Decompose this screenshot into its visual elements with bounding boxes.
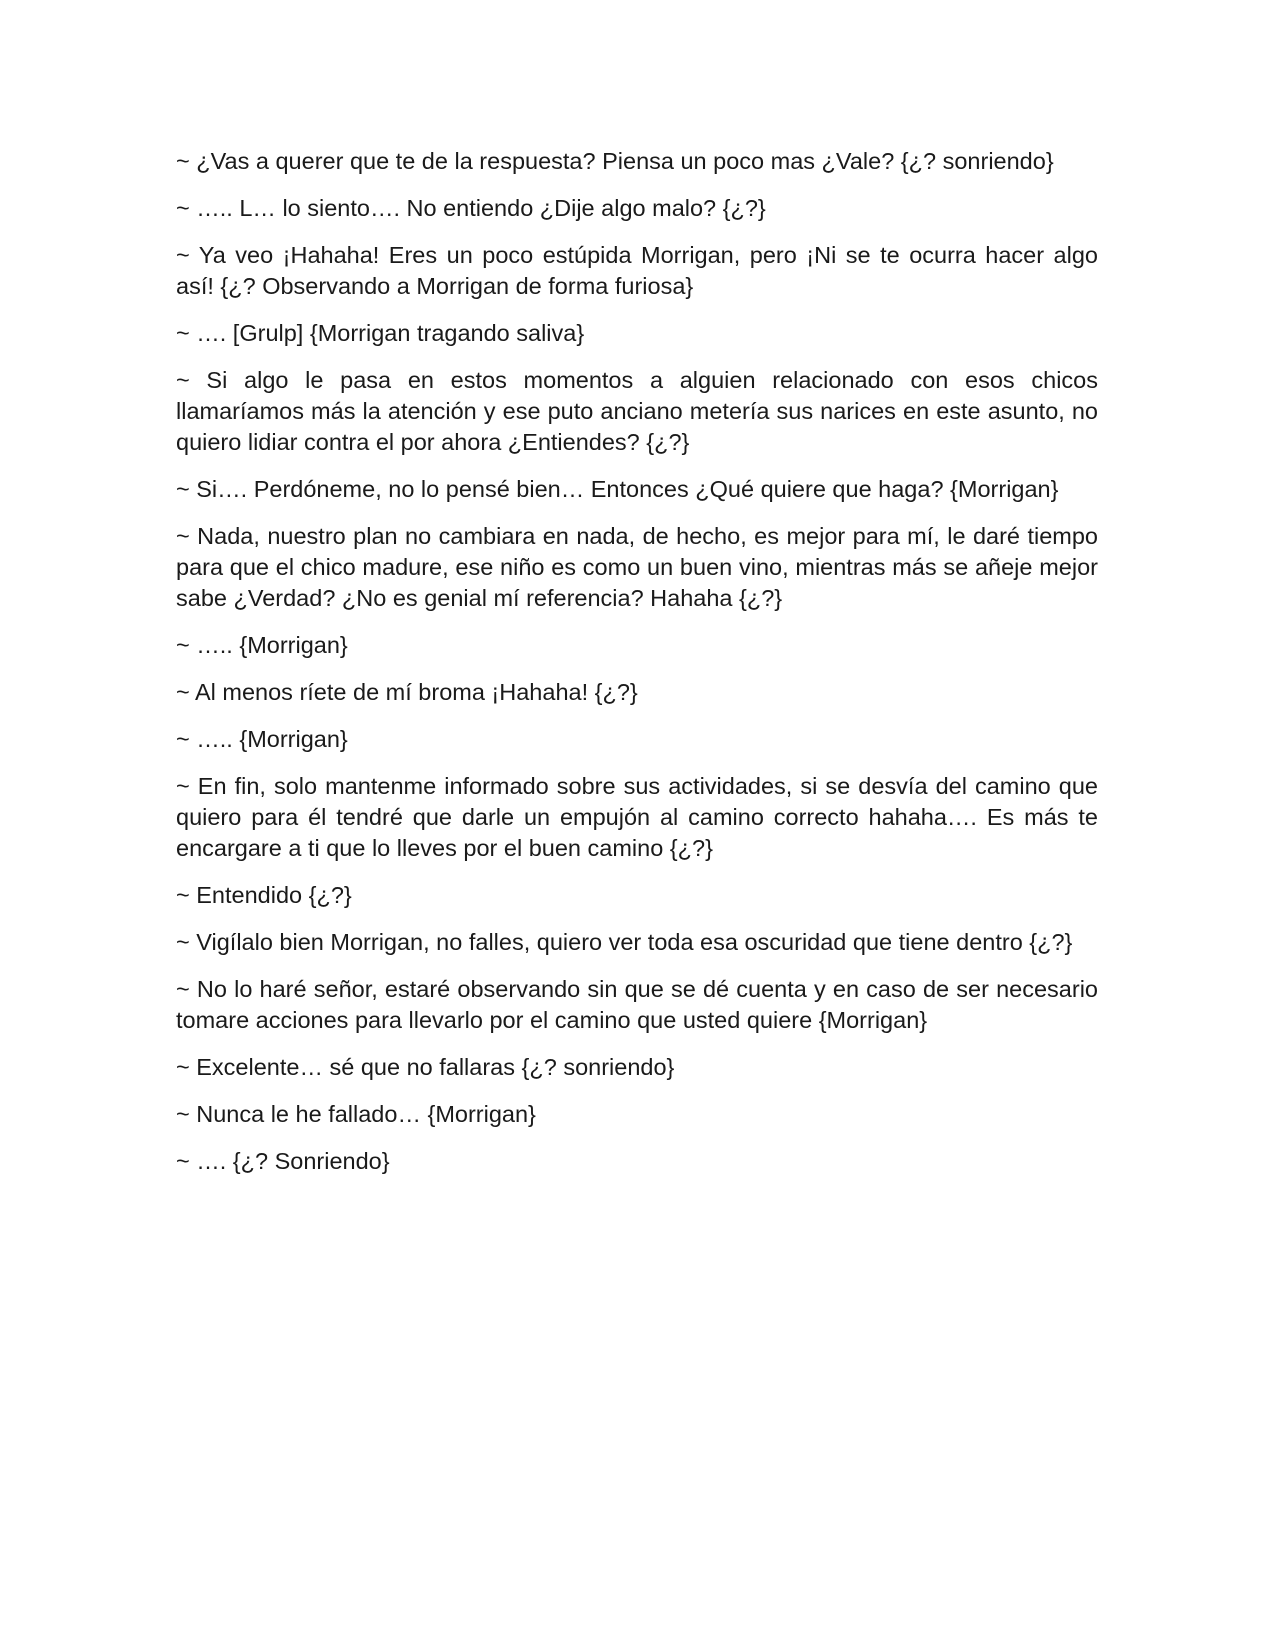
dialogue-paragraph: ~ En fin, solo mantenme informado sobre sus actividades, si se desvía del camino que quiero para él tendré que darle un empujón al camino correcto hahaha…. Es más te encargare a ti que lo lleves por el buen camino {¿?} [176,773,1098,861]
dialogue-paragraph: ~ ¿Vas a querer que te de la respuesta? Piensa un poco mas ¿Vale? {¿? sonriendo} [176,148,1054,174]
dialogue-paragraph: ~ ….. L… lo siento…. No entiendo ¿Dije algo malo? {¿?} [176,195,766,221]
document-body [176,146,1098,1193]
dialogue-paragraph: ~ Nada, nuestro plan no cambiara en nada, de hecho, es mejor para mí, le daré tiempo para que el chico madure, ese niño es como un buen vino, mientras más se añeje mejor sabe ¿Verdad? ¿No es genial mí referencia? Hahaha {¿?} [176,523,1098,611]
dialogue-paragraph: ~ Entendido {¿?} [176,882,352,908]
dialogue-paragraph: ~ Nunca le he fallado… {Morrigan} [176,1101,536,1127]
dialogue-paragraph: ~ Ya veo ¡Hahaha! Eres un poco estúpida Morrigan, pero ¡Ni se te ocurra hacer algo así! {¿? Observando a Morrigan de forma furiosa} [176,242,1098,299]
dialogue-paragraph: ~ Excelente… sé que no fallaras {¿? sonriendo} [176,1054,675,1080]
dialogue-paragraph: ~ ….. {Morrigan} [176,632,348,658]
dialogue-paragraph: ~ …. {¿? Sonriendo} [176,1148,390,1174]
dialogue-paragraph: ~ Si…. Perdóneme, no lo pensé bien… Entonces ¿Qué quiere que haga? {Morrigan} [176,476,1059,502]
dialogue-paragraph: ~ Al menos ríete de mí broma ¡Hahaha! {¿?} [176,679,638,705]
dialogue-paragraph: ~ ….. {Morrigan} [176,726,348,752]
dialogue-paragraph: ~ Si algo le pasa en estos momentos a alguien relacionado con esos chicos llamaríamos más la atención y ese puto anciano metería sus narices en este asunto, no quiero lidiar contra el por ahora ¿Entiendes? {¿?} [176,367,1098,455]
dialogue-paragraph: ~ …. [Grulp] {Morrigan tragando saliva} [176,320,585,346]
dialogue-paragraph: ~ No lo haré señor, estaré observando sin que se dé cuenta y en caso de ser necesario tomare acciones para llevarlo por el camino que usted quiere {Morrigan} [176,976,1098,1033]
dialogue-paragraph: ~ Vigílalo bien Morrigan, no falles, quiero ver toda esa oscuridad que tiene dentro {¿?} [176,929,1073,955]
